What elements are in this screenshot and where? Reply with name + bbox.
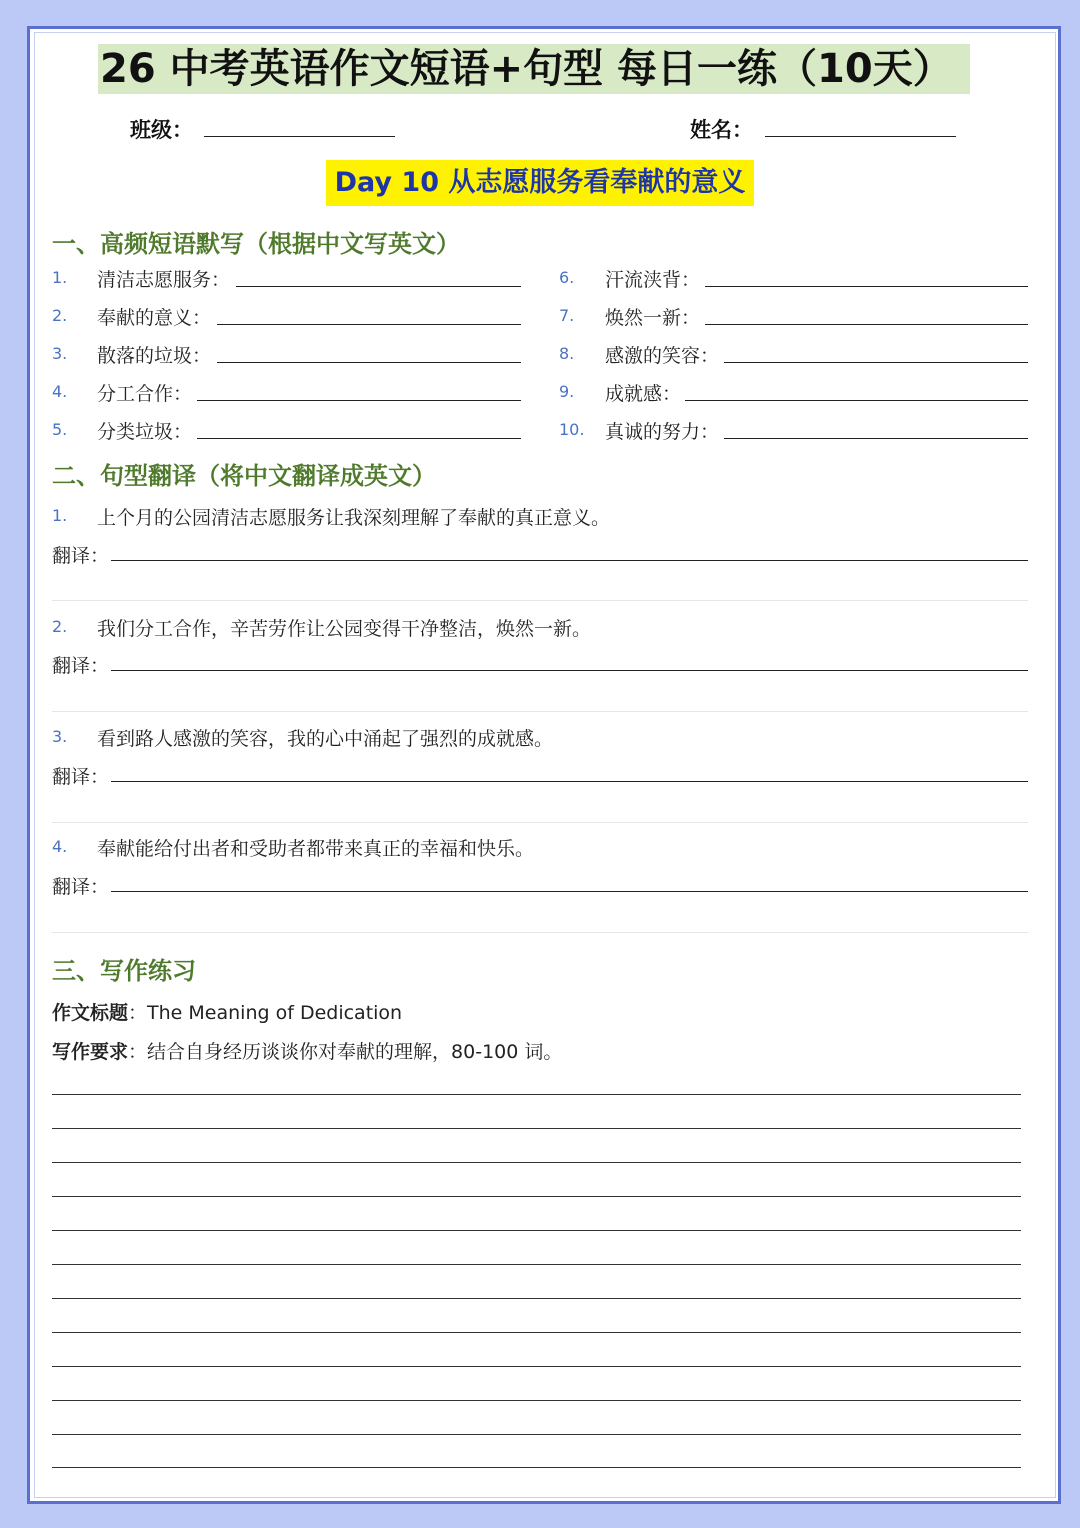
phrase-num: 3. [52, 344, 68, 363]
essay-requirement-colon: ： [128, 1041, 148, 1063]
name-label: 姓名： [690, 117, 753, 142]
translate-label: 翻译： [52, 655, 110, 677]
phrase-text: 清洁志愿服务： [97, 269, 231, 291]
phrase-num: 9. [559, 382, 575, 401]
phrase-answer-line[interactable] [217, 362, 521, 363]
divider [52, 822, 1028, 823]
phrase-answer-line[interactable] [197, 438, 521, 439]
writing-line[interactable] [52, 1467, 1021, 1468]
phrase-text: 焕然一新： [605, 307, 701, 329]
class-label: 班级： [130, 117, 193, 142]
writing-line[interactable] [52, 1298, 1021, 1299]
phrase-text: 真诚的努力： [605, 421, 720, 443]
phrase-text: 分工合作： [97, 383, 193, 405]
sentence-num: 4. [52, 837, 68, 856]
name-field[interactable] [765, 136, 956, 137]
phrase-num: 2. [52, 306, 68, 325]
phrase-answer-line[interactable] [705, 286, 1028, 287]
phrase-num: 8. [559, 344, 575, 363]
writing-line[interactable] [52, 1094, 1021, 1095]
essay-topic-value: The Meaning of Dedication [147, 1002, 403, 1024]
writing-line[interactable] [52, 1128, 1021, 1129]
essay-topic-colon: ： [128, 1002, 148, 1024]
translation-answer-line[interactable] [111, 560, 1028, 561]
writing-line[interactable] [52, 1196, 1021, 1197]
phrase-text: 分类垃圾： [97, 421, 193, 443]
divider [52, 600, 1028, 601]
day-title: Day 10 从志愿服务看奉献的意义 [326, 160, 754, 206]
phrase-text: 散落的垃圾： [97, 345, 212, 367]
phrase-text: 汗流浃背： [605, 269, 701, 291]
phrase-answer-line[interactable] [724, 438, 1028, 439]
divider [52, 932, 1028, 933]
phrase-answer-line[interactable] [705, 324, 1028, 325]
phrase-text: 成就感： [605, 383, 682, 405]
section3-heading: 三、写作练习 [52, 957, 196, 985]
section1-heading: 一、高频短语默写（根据中文写英文） [52, 230, 460, 258]
writing-line[interactable] [52, 1332, 1021, 1333]
sentence-num: 2. [52, 617, 68, 636]
translate-label: 翻译： [52, 545, 110, 567]
writing-line[interactable] [52, 1264, 1021, 1265]
translate-label: 翻译： [52, 876, 110, 898]
writing-line[interactable] [52, 1162, 1021, 1163]
phrase-num: 10. [559, 420, 585, 439]
class-field[interactable] [204, 136, 395, 137]
essay-requirement-value: 结合自身经历谈谈你对奉献的理解，80-100 词。 [147, 1041, 563, 1063]
essay-topic [52, 998, 402, 1025]
phrase-num: 4. [52, 382, 68, 401]
writing-line[interactable] [52, 1434, 1021, 1435]
phrase-text: 奉献的意义： [97, 307, 212, 329]
sentence-num: 3. [52, 727, 68, 746]
translation-answer-line[interactable] [111, 781, 1028, 782]
sentence-text: 上个月的公园清洁志愿服务让我深刻理解了奉献的真正意义。 [97, 507, 611, 529]
phrase-answer-line[interactable] [197, 400, 521, 401]
essay-topic-label: 作文标题 [52, 1002, 129, 1024]
section2-heading: 二、句型翻译（将中文翻译成英文） [52, 462, 436, 490]
divider [52, 711, 1028, 712]
phrase-num: 1. [52, 268, 68, 287]
translate-label: 翻译： [52, 766, 110, 788]
phrase-answer-line[interactable] [685, 400, 1028, 401]
sentence-text: 我们分工合作，辛苦劳作让公园变得干净整洁，焕然一新。 [97, 618, 592, 640]
sentence-text: 看到路人感激的笑容，我的心中涌起了强烈的成就感。 [97, 728, 554, 750]
phrase-answer-line[interactable] [724, 362, 1028, 363]
essay-requirement-label: 写作要求 [52, 1041, 129, 1063]
translation-answer-line[interactable] [111, 670, 1028, 671]
translation-answer-line[interactable] [111, 891, 1028, 892]
page-title: 26 中考英语作文短语+句型 每日一练（10天） [98, 44, 970, 94]
writing-line[interactable] [52, 1400, 1021, 1401]
phrase-num: 5. [52, 420, 68, 439]
phrase-answer-line[interactable] [217, 324, 521, 325]
sentence-num: 1. [52, 506, 68, 525]
phrase-answer-line[interactable] [236, 286, 521, 287]
essay-requirement [52, 1037, 562, 1064]
phrase-num: 7. [559, 306, 575, 325]
writing-line[interactable] [52, 1366, 1021, 1367]
sentence-text: 奉献能给付出者和受助者都带来真正的幸福和快乐。 [97, 838, 535, 860]
phrase-text: 感激的笑容： [605, 345, 720, 367]
writing-line[interactable] [52, 1230, 1021, 1231]
phrase-num: 6. [559, 268, 575, 287]
